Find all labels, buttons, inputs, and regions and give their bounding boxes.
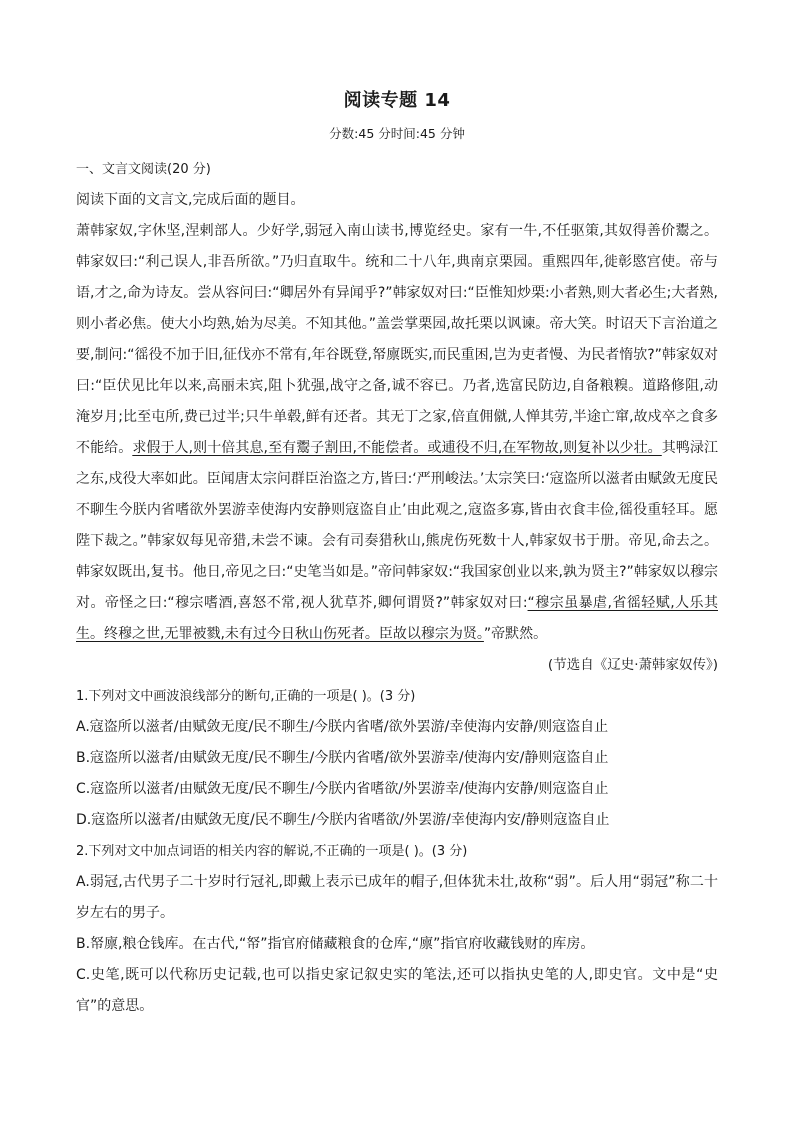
question-2-option-a: A.弱冠,古代男子二十岁时行冠礼,即戴上表示已成年的帽子,但体犹未壮,故称“弱”。后人用“弱冠”称二十岁左右的男子。: [76, 874, 718, 921]
underlined-sentence-1: 求假于人,则十倍其息,至有鬻子割田,不能偿者。或逋役不归,在军物故,则复补以少壮。: [132, 440, 662, 456]
classical-passage: [76, 216, 718, 650]
instruction-text: 阅读下面的文言文,完成后面的题目。: [76, 192, 305, 208]
question-2-option-c: C.史笔,既可以代称历史记载,也可以指史家记叙史实的笔法,还可以指执史笔的人,即史官。文中是“史官”的意思。: [76, 967, 718, 1014]
passage-text-1: 萧韩家奴,字休坚,涅剌部人。少好学,弱冠入南山读书,博览经史。家有一牛,不任驱策,其奴得善价鬻之。韩家奴曰:“利己误人,非吾所欲。”乃归直取牛。统和二十八年,典南京栗园。重熙四年,徙彰愍宫使。帝与语,才之,命为诗友。尝从容问曰:“卿居外有异闻乎?”韩家奴对曰:“臣惟知炒栗:小者熟,则大者必生;大者熟,则小者必焦。使大小均熟,始为尽美。不知其他。”盖尝掌栗园,故托栗以讽谏。帝大笑。时诏天下言治道之要,制问:“徭役不加于旧,征伐亦不常有,年谷既登,帑廪既实,而民重困,岂为吏者慢、为民者惰欤?”韩家奴对曰:“臣伏见比年以来,高丽未宾,阻卜犹强,战守之备,诚不容已。乃者,选富民防边,自备粮糗。道路修阻,动淹岁月;比至屯所,费已过半;只牛单毂,鲜有还者。其无丁之家,倍直佣僦,人惮其劳,半途亡窜,故戍卒之食多不能给。: [76, 223, 718, 456]
underlined-sentence-2: “穆宗虽暴虐,省徭轻赋,人乐其生。终穆之世,无罪被戮,未有过今日秋山伤死者。臣故以穆宗为贤。: [76, 595, 718, 642]
section-heading: 一、文言文阅读(20 分): [76, 162, 211, 177]
passage-text-2: 其鸭渌江之东,戍役大率如此。臣闻唐太宗问群臣治盗之方,皆曰:‘严刑峻法。’太宗笑曰:‘寇盗所以滋者由赋敛无度民不聊生今朕内省嗜欲外罢游幸使海内安静则寇盗自止’由此观之,寇盗多寡,皆由衣食丰俭,徭役重轻耳。愿陛下裁之。”韩家奴每见帝猎,未尝不谏。会有司奏猎秋山,熊虎伤死数十人,韩家奴书于册。帝见,命去之。韩家奴既出,复书。他日,帝见之曰:“史笔当如是。”帝问韩家奴:“我国家创业以来,孰为贤主?”韩家奴以穆宗对。帝怪之曰:“穆宗嗜酒,喜怒不常,视人犹草芥,卿何谓贤?”韩家奴对曰:: [76, 440, 718, 611]
question-2-stem: 2.下列对文中加点词语的相关内容的解说,不正确的一项是( )。(3 分): [76, 844, 468, 859]
question-1-option-c: C.寇盗所以滋者/由赋敛无度/民不聊生/今朕内省嗜欲/外罢游幸/使海内安静/则寇盗自止: [76, 781, 609, 797]
question-1-option-a: A.寇盗所以滋者/由赋敛无度/民不聊生/今朕内省嗜/欲外罢游/幸使海内安静/则寇盗自止: [76, 719, 609, 735]
question-1-stem: 1.下列对文中画波浪线部分的断句,正确的一项是( )。(3 分): [76, 689, 416, 704]
question-2-option-b: B.帑廪,粮仓钱库。在古代,“帑”指官府储藏粮食的仓库,“廪”指官府收藏钱财的库房。: [76, 936, 595, 952]
passage-text-3: ”帝默然。: [483, 626, 548, 642]
score-time-info: 分数:45 分时间:45 分钟: [329, 126, 465, 141]
page-title: 阅读专题 14: [343, 90, 451, 111]
document-body: [76, 154, 718, 1022]
question-1-option-d: D.寇盗所以滋者/由赋敛无度/民不聊生/今朕内省嗜欲/外罢游/幸使海内安/静则寇盗自止: [76, 812, 610, 828]
question-1-option-b: B.寇盗所以滋者/由赋敛无度/民不聊生/今朕内省嗜/欲外罢游幸/使海内安/静则寇盗自止: [76, 750, 609, 766]
passage-source: (节选自《辽史·萧韩家奴传》): [547, 657, 718, 673]
